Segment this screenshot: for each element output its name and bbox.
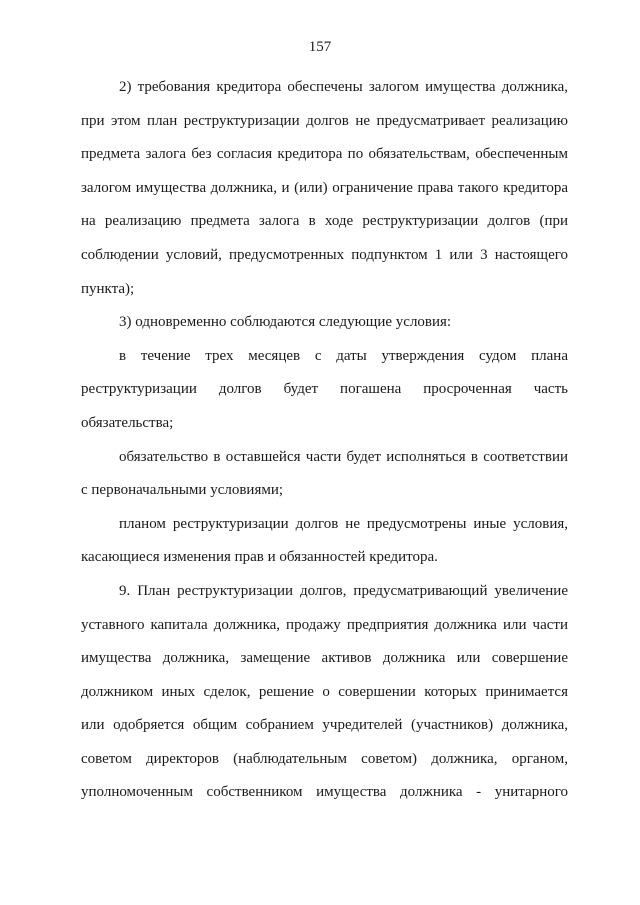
text-line: советом директоров (наблюдательным советом) должника, органом, (81, 750, 568, 767)
text-line: реструктуризации долгов будет погашена просроченная часть (81, 381, 568, 398)
text-line: уставного капитала должника, продажу предприятия должника или части (81, 616, 568, 633)
text-line: 3) одновременно соблюдаются следующие условия: (119, 314, 452, 331)
text-line: на реализацию предмета залога в ходе реструктуризации долгов (при (81, 213, 568, 230)
text-line: пункта); (81, 280, 135, 297)
text-line: имущества должника, замещение активов должника или совершение (81, 650, 568, 667)
text-line: с первоначальными условиями; (81, 482, 284, 499)
text-line: предмета залога без согласия кредитора по обязательствам, обеспеченным (81, 146, 568, 163)
text-line: или одобряется общим собранием учредителей (участников) должника, (81, 717, 568, 734)
text-line: при этом план реструктуризации долгов не предусматривает реализацию (81, 112, 568, 129)
text-line: 9. План реструктуризации долгов, предусматривающий увеличение (119, 582, 568, 599)
text-line: планом реструктуризации долгов не предусмотрены иные условия, (119, 515, 568, 532)
text-line: 2) требования кредитора обеспечены залогом имущества должника, (119, 79, 568, 95)
document-body (81, 71, 568, 810)
text-line: в течение трех месяцев с даты утверждения судом плана (119, 347, 568, 364)
text-line: соблюдении условий, предусмотренных подпунктом 1 или 3 настоящего (81, 246, 568, 263)
text-line: касающиеся изменения прав и обязанностей кредитора. (81, 549, 438, 566)
text-line: обязательство в оставшейся части будет исполняться в соответствии (119, 448, 568, 465)
text-line: обязательства; (81, 414, 174, 431)
page-number: 157 (308, 39, 332, 55)
text-line: должником иных сделок, решение о совершении которых принимается (81, 683, 568, 700)
text-line: уполномоченным собственником имущества должника - унитарного (81, 784, 568, 801)
text-line: залогом имущества должника, и (или) ограничение права такого кредитора (81, 179, 568, 196)
